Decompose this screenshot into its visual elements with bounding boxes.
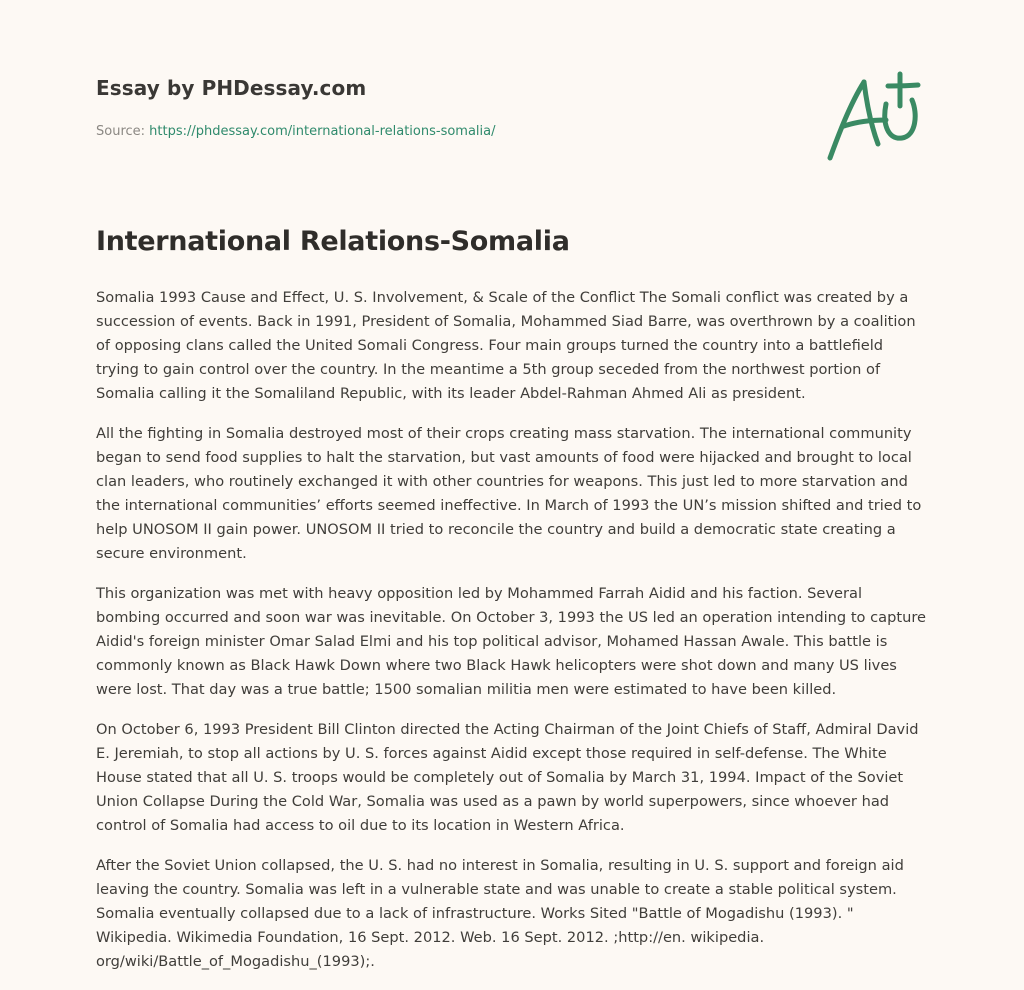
site-title: Essay by PHDessay.com: [96, 76, 367, 100]
paragraph: All the fighting in Somalia destroyed most of their crops creating mass starvation. The international community began to send food supplies to halt the starvation, but vast amounts of food were hijacked and brought to local clan leaders, who routinely exchanged it with other countries for weapons. This just led to more starvation and the international communities’ efforts seemed ineffective. In March of 1993 the UN’s mission shifted and tried to help UNOSOM II gain power. UNOSOM II tried to reconcile the country and build a democratic state creating a secure environment.: [96, 425, 922, 562]
source-label: Source:: [96, 124, 150, 139]
essay-title: International Relations-Somalia: [96, 226, 570, 257]
a-plus-logo: [820, 66, 930, 166]
source-link[interactable]: https://phdessay.com/international-relations-somalia/: [149, 124, 496, 139]
essay-body: [96, 286, 930, 990]
paragraph: On October 6, 1993 President Bill Clinton directed the Acting Chairman of the Joint Chiefs of Staff, Admiral David E. Jeremiah, to stop all actions by U. S. forces against Aidid except those required in self-defense. The White House stated that all U. S. troops would be completely out of Somalia by March 31, 1994. Impact of the Soviet Union Collapse During the Cold War, Somalia was used as a pawn by world superpowers, since whoever had control of Somalia had access to oil due to its location in Western Africa.: [96, 721, 919, 834]
source-line: [96, 124, 496, 139]
a-plus-icon: [820, 66, 930, 166]
paragraph: Somalia 1993 Cause and Effect, U. S. Involvement, & Scale of the Conflict The Somali conflict was created by a succession of events. Back in 1991, President of Somalia, Mohammed Siad Barre, was overthrown by a coalition of opposing clans called the United Somali Congress. Four main groups turned the country into a battlefield trying to gain control over the country. In the meantime a 5th group seceded from the northwest portion of Somalia calling it the Somaliland Republic, with its leader Abdel-Rahman Ahmed Ali as president.: [96, 289, 916, 402]
paragraph: After the Soviet Union collapsed, the U. S. had no interest in Somalia, resulting in U. S. support and foreign aid leaving the country. Somalia was left in a vulnerable state and was unable to create a stable political system. Somalia eventually collapsed due to a lack of infrastructure. Works Sited "Battle of Mogadishu (1993). " Wikipedia. Wikimedia Foundation, 16 Sept. 2012. Web. 16 Sept. 2012. ;http://en. wikipedia. org/wiki/Battle_of_Mogadishu_(1993);.: [96, 857, 904, 970]
paragraph: This organization was met with heavy opposition led by Mohammed Farrah Aidid and his faction. Several bombing occurred and soon war was inevitable. On October 3, 1993 the US led an operation intending to capture Aidid's foreign minister Omar Salad Elmi and his top political advisor, Mohamed Hassan Awale. This battle is commonly known as Black Hawk Down where two Black Hawk helicopters were shot down and many US lives were lost. That day was a true battle; 1500 somalian militia men were estimated to have been killed.: [96, 585, 926, 698]
